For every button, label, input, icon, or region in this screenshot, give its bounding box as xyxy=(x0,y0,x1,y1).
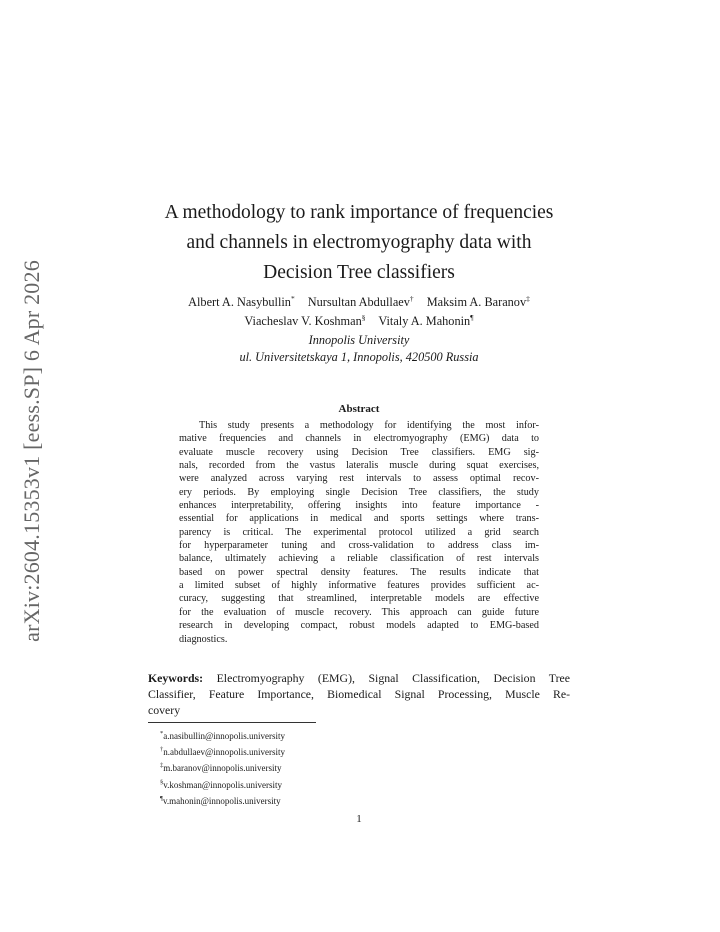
footnote-mark: † xyxy=(160,746,164,754)
author-list xyxy=(148,291,570,329)
page-number: 1 xyxy=(356,813,362,825)
abstract-line: mative frequencies and channels in electromyography (EMG) data to xyxy=(179,433,539,445)
affiliation xyxy=(148,332,570,366)
footnote-email xyxy=(160,776,460,792)
abstract-line: balance, ultimately achieving a reliable classification of rest intervals xyxy=(179,553,539,565)
abstract-line: This study presents a methodology for identifying the most infor- xyxy=(199,420,539,431)
footnote-mark: * xyxy=(160,730,164,737)
footnote-text: m.baranov@innopolis.university xyxy=(163,763,282,774)
abstract-line: research in developing compact, robust models adapted to EMG-based xyxy=(179,620,539,632)
footnotes xyxy=(160,727,460,808)
abstract-line: were analyzed across varying rest intervals to assess optimal recov- xyxy=(179,473,539,485)
keywords-line: Classifier, Feature Importance, Biomedical Signal Processing, Muscle Re- xyxy=(148,687,570,701)
author-line xyxy=(148,310,570,329)
title-line: and channels in electromyography data with xyxy=(186,232,532,253)
footnote-email xyxy=(160,743,460,759)
footnote-text: n.abdullaev@innopolis.university xyxy=(163,747,286,758)
title-line: Decision Tree classifiers xyxy=(263,262,455,283)
abstract-line: a limited subset of highly informative features provides sufficient ac- xyxy=(179,580,539,592)
keywords xyxy=(148,670,570,718)
author-name: Maksim A. Baranov xyxy=(426,295,527,310)
footnote-text: v.mahonin@innopolis.university xyxy=(162,795,281,806)
footnote-mark: § xyxy=(160,778,164,786)
address: ul. Universitetskaya 1, Innopolis, 420500 Russia xyxy=(239,350,479,364)
footnote-email xyxy=(160,727,460,743)
institution: Innopolis University xyxy=(308,333,410,347)
keywords-line: covery xyxy=(148,703,181,717)
abstract-line: for the evaluation of muscle recovery. This approach can guide future xyxy=(179,606,539,618)
footnote-mark: ‡ xyxy=(160,762,164,770)
footnote-email xyxy=(160,792,460,808)
abstract-line: based on power spectral density features. The results indicate that xyxy=(179,566,539,578)
abstract-heading: Abstract xyxy=(338,403,380,415)
keywords-text: Electromyography (EMG), Signal Classification, Decision Tree xyxy=(216,671,570,685)
author-mark: § xyxy=(361,313,366,323)
keywords-line xyxy=(148,670,570,686)
footnote-text: v.koshman@innopolis.university xyxy=(163,779,282,790)
abstract-line: enhances interpretability, offering insights into feature importance - xyxy=(179,500,539,512)
abstract-line: evaluate muscle recovery using Decision Tree classifiers. EMG sig- xyxy=(179,446,539,458)
paper-title xyxy=(148,198,570,288)
abstract-line: nals, recorded from the vastus lateralis muscle during squat exercises, xyxy=(179,460,539,472)
abstract-line: diagnostics. xyxy=(179,633,228,645)
keywords-label: Keywords: xyxy=(148,671,204,685)
abstract-line: curacy, suggesting that streamlined, interpretable models are effective xyxy=(179,593,539,605)
abstract-line: parency is critical. The experimental protocol utilized a grid search xyxy=(179,526,539,538)
footnote-text: a.nasibullin@innopolis.university xyxy=(163,731,286,741)
author-mark: † xyxy=(409,294,414,303)
abstract-body xyxy=(179,419,539,646)
footnote-email xyxy=(160,759,460,775)
abstract-line: ery periods. By employing single Decision Tree classifiers, the study xyxy=(179,486,539,498)
author-mark: ¶ xyxy=(470,313,474,323)
author-name: Nursultan Abdullaev xyxy=(307,295,410,310)
author-name: Viacheslav V. Koshman xyxy=(244,314,362,329)
author-mark: * xyxy=(290,294,295,303)
abstract-line: for hyperparameter tuning and cross-validation to address class im- xyxy=(179,540,539,552)
arxiv-sidebar xyxy=(19,258,45,644)
title-line: A methodology to rank importance of frequencies xyxy=(164,202,554,223)
author-name: Vitaly A. Mahonin xyxy=(378,314,471,329)
author-mark: ‡ xyxy=(526,294,530,303)
author-name: Albert A. Nasybullin xyxy=(188,295,291,310)
author-line xyxy=(148,291,570,310)
footnote-divider xyxy=(148,722,316,723)
abstract-line: essential for applications in medical and sports settings where trans- xyxy=(179,513,539,525)
footnote-mark: ¶ xyxy=(160,794,163,802)
arxiv-identifier: arXiv:2604.15353v1 [eess.SP] 6 Apr 2026 xyxy=(19,260,44,642)
